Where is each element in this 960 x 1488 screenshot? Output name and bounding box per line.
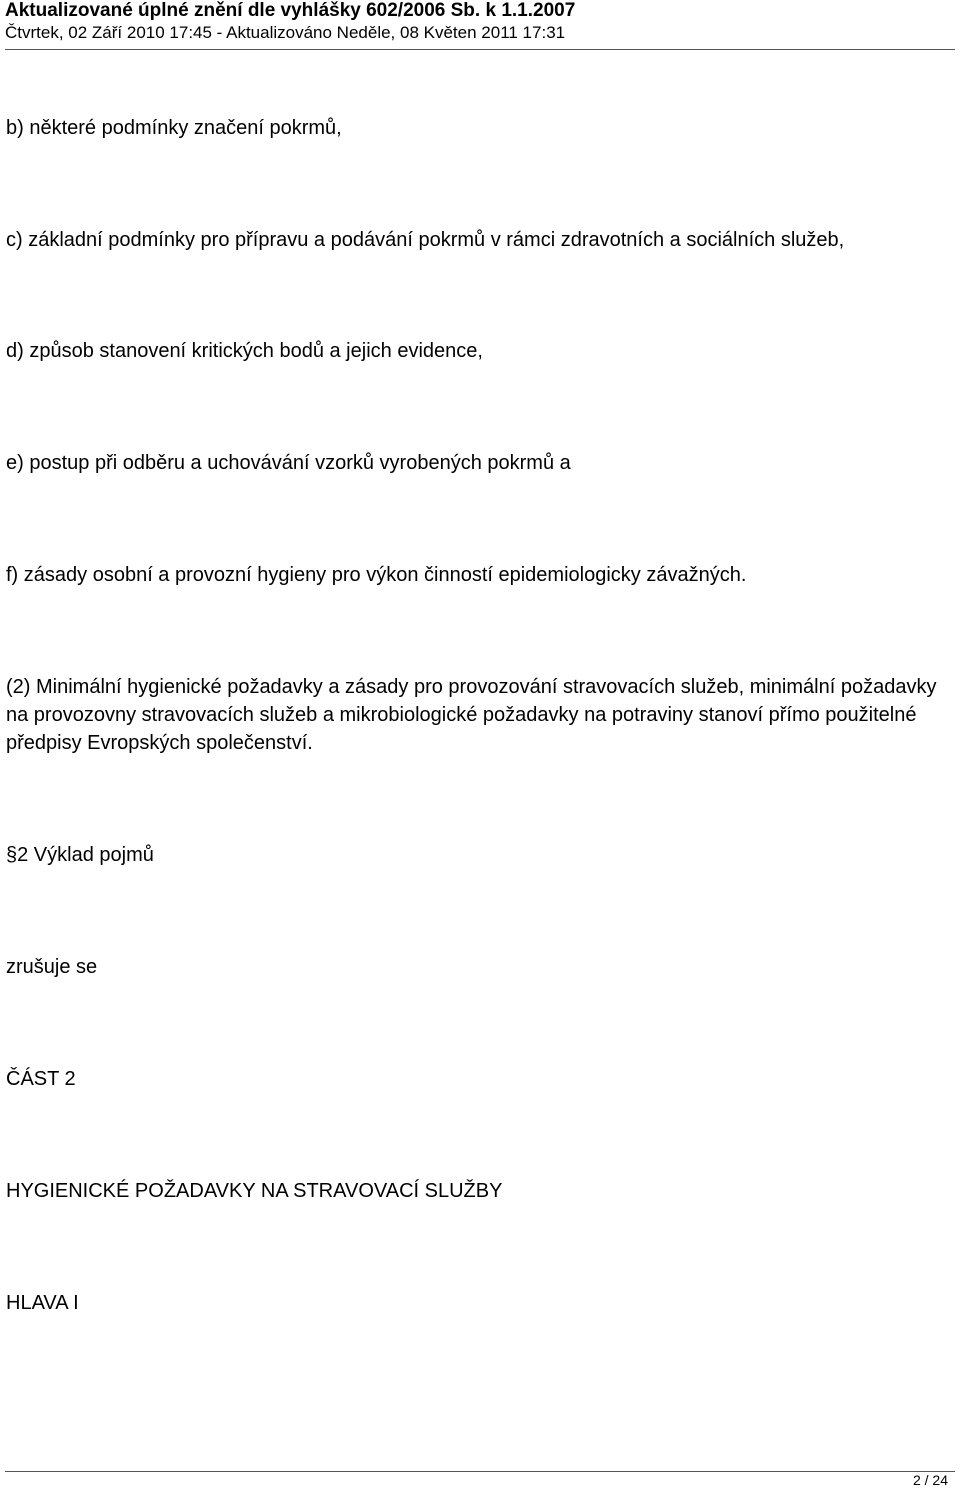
list-item-d: d) způsob stanovení kritických bodů a jejich evidence, — [6, 340, 483, 362]
document-title: Aktualizované úplné znění dle vyhlášky 602/2006 Sb. k 1.1.2007 — [5, 0, 576, 21]
footer-divider — [5, 1471, 955, 1472]
list-item-f: f) zásady osobní a provozní hygieny pro výkon činností epidemiologicky závažných. — [6, 564, 747, 586]
list-item-b: b) některé podmínky značení pokrmů, — [6, 117, 342, 139]
page-number: 2 / 24 — [912, 1472, 948, 1488]
part-title: HYGIENICKÉ POŽADAVKY NA STRAVOVACÍ SLUŽBY — [6, 1180, 503, 1202]
part-heading: ČÁST 2 — [6, 1068, 76, 1090]
paragraph-2: (2) Minimální hygienické požadavky a zásady pro provozování stravovacích služeb, minimální požadavky na provozovny stravovacích služeb a mikrobiologické požadavky na potraviny stanoví přímo použitelné předpisy Evropských společenství. — [6, 676, 937, 754]
header-divider — [5, 49, 955, 50]
chapter-heading: HLAVA I — [6, 1292, 79, 1314]
list-item-e: e) postup při odběru a uchovávání vzorků vyrobených pokrmů a — [6, 452, 571, 474]
document-date-meta: Čtvrtek, 02 Září 2010 17:45 - Aktualizováno Neděle, 08 Květen 2011 17:31 — [5, 23, 566, 42]
section-heading: §2 Výklad pojmů — [6, 844, 154, 866]
list-item-c: c) základní podmínky pro přípravu a podávání pokrmů v rámci zdravotních a sociálních služeb, — [6, 229, 845, 251]
repealed-note: zrušuje se — [6, 956, 98, 978]
